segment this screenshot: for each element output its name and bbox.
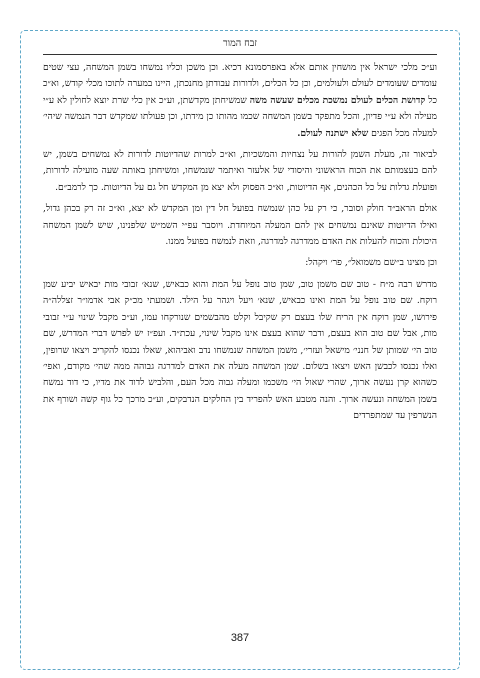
quote-intro: וכן מצינו ב״שם משמואל״, פר׳ ויקהל: xyxy=(305,257,437,269)
text-run: לביאור זה, מעלת השמן להורות על נצחיות והמשכיות, וא״כ למרות שהדיוטות לדורות לא נמשחים בשמן, יש להם בעצמותם את הכוח הראשוני והיסודי של אלעזר ואיתמר שנמשחו, ומשיחתן באותה שעה מועילה לדורות, ופועלת גדלות על כל הכהנים, אף הדיוטות, וא״כ הפסוק ולא יצא מן המקדש חל גם על הדיוטות. כך לרמב״ם. xyxy=(43,149,437,193)
bold-phrase: שלא ישתנה לעולם. xyxy=(297,127,369,139)
text-run: טוב נופל על המת והוא כבאיש, שנא׳ זבובי מות יבאיש יביע שמן רוקח. xyxy=(43,278,438,307)
page-body xyxy=(43,60,437,425)
bold-phrase: שמן המשחה מעלה את האדם למדרגה גבוהה ממה שהי׳ מקודם, xyxy=(64,360,299,372)
text-run: אולם הראב״ד חולק וסובר, כי רק על כהן שנמשח בפועל חל דין ומן המקדש לא יצא, וא״כ זה רק בכהן גדול, ואילו הדיוטות שאינם נמשחים אין להם המעלה המיוחדת. ויוסבר עפ״י השמ״ש שלפנינו, שיש לשמן המשחה היכולת והכוח להעלות את האדם ממדרגה למדרגה, וזאת לנמשח בפועל ממנו. xyxy=(43,203,437,248)
text-run: ואפי׳ כשהוא קרן נעשה ארוך, שהרי שאול הי׳ משכמו ומעלה גבוה מכל העם, והלביש לדוד את מדיו, כי דוד נמשח בשמן המשחה ונעשה ארוך. והנה מטבע האש להפריד בין החלקים הנדבקים, וע״כ מרכך כל גוף קשה ושורף את הנשרפין עד שמתפרדים xyxy=(43,360,437,422)
running-header: זבח המור xyxy=(222,38,258,49)
paragraph-2 xyxy=(43,147,437,196)
page-number: 387 xyxy=(230,632,250,644)
text-run: טוב נופל על המת ואינו כבאיש, שנא׳ ויעל ויגהר על הילד. ושמעתי מכ״ק אבי אדמו״ר זצללה״ה פירושו, שמן רוקח אין הריח שלו בעצם רק שקיבל וקלט מהבשמים שנורקחו עמו, וע״כ מקבל שינוי ע״י זבובי מות, אבל שם טוב הוא בעצם, ודבר שהוא בעצם אינו מקבל שינוי, עכת״ד. ועפ״ז יש לפרש דברי המדרש, שם טוב הי׳ שמותן של חנני׳ מישאל ועזרי׳, משמן המשחה שנמשחו נדב ואביהוא, שאלו נכנסו להקריב ויצאו שרופין, ואלו נכנסו לכבשן האש ויצאו בשלום. xyxy=(43,295,437,372)
bold-phrase: קדושת הכלים לעולם נמשכת מכלים שעשה משה xyxy=(249,94,426,106)
paragraph-1 xyxy=(43,60,437,142)
midrash-quote xyxy=(43,277,437,425)
text-run: שמשיחתן מקדשתן, וע״כ אין כלי שרת יוצא לחולין לא ע״י מעילה ולא ע״י פדיון, והכל מתפקד בשמן המשחה שכמו מהותו כן מידתו, וכן פעולתו שמקדש דבר הנמשה שיהי׳ למעלה מכל הפגים xyxy=(43,94,437,139)
bold-phrase: שם xyxy=(400,295,413,307)
paragraph-3 xyxy=(43,201,437,250)
header-rule xyxy=(43,54,437,55)
text-run: מדרש רבה מ״ח - טוב שם משמן טוב, xyxy=(294,278,437,290)
bold-phrase: שמן xyxy=(279,278,295,290)
text-run: וע״כ מלכי ישראל אין מושחין אותם אלא באפרסמונא דכיא. וכן משכן וכליו נמשחו בשמן המשחה, עצי שטים עומדים שעומדים לעולם ולעולמים, וכן כל הכלים, ולדורות עבודתן מחנכתן, היינו במערה לתוכו מכלי קודש, וא״כ כל xyxy=(43,62,437,106)
